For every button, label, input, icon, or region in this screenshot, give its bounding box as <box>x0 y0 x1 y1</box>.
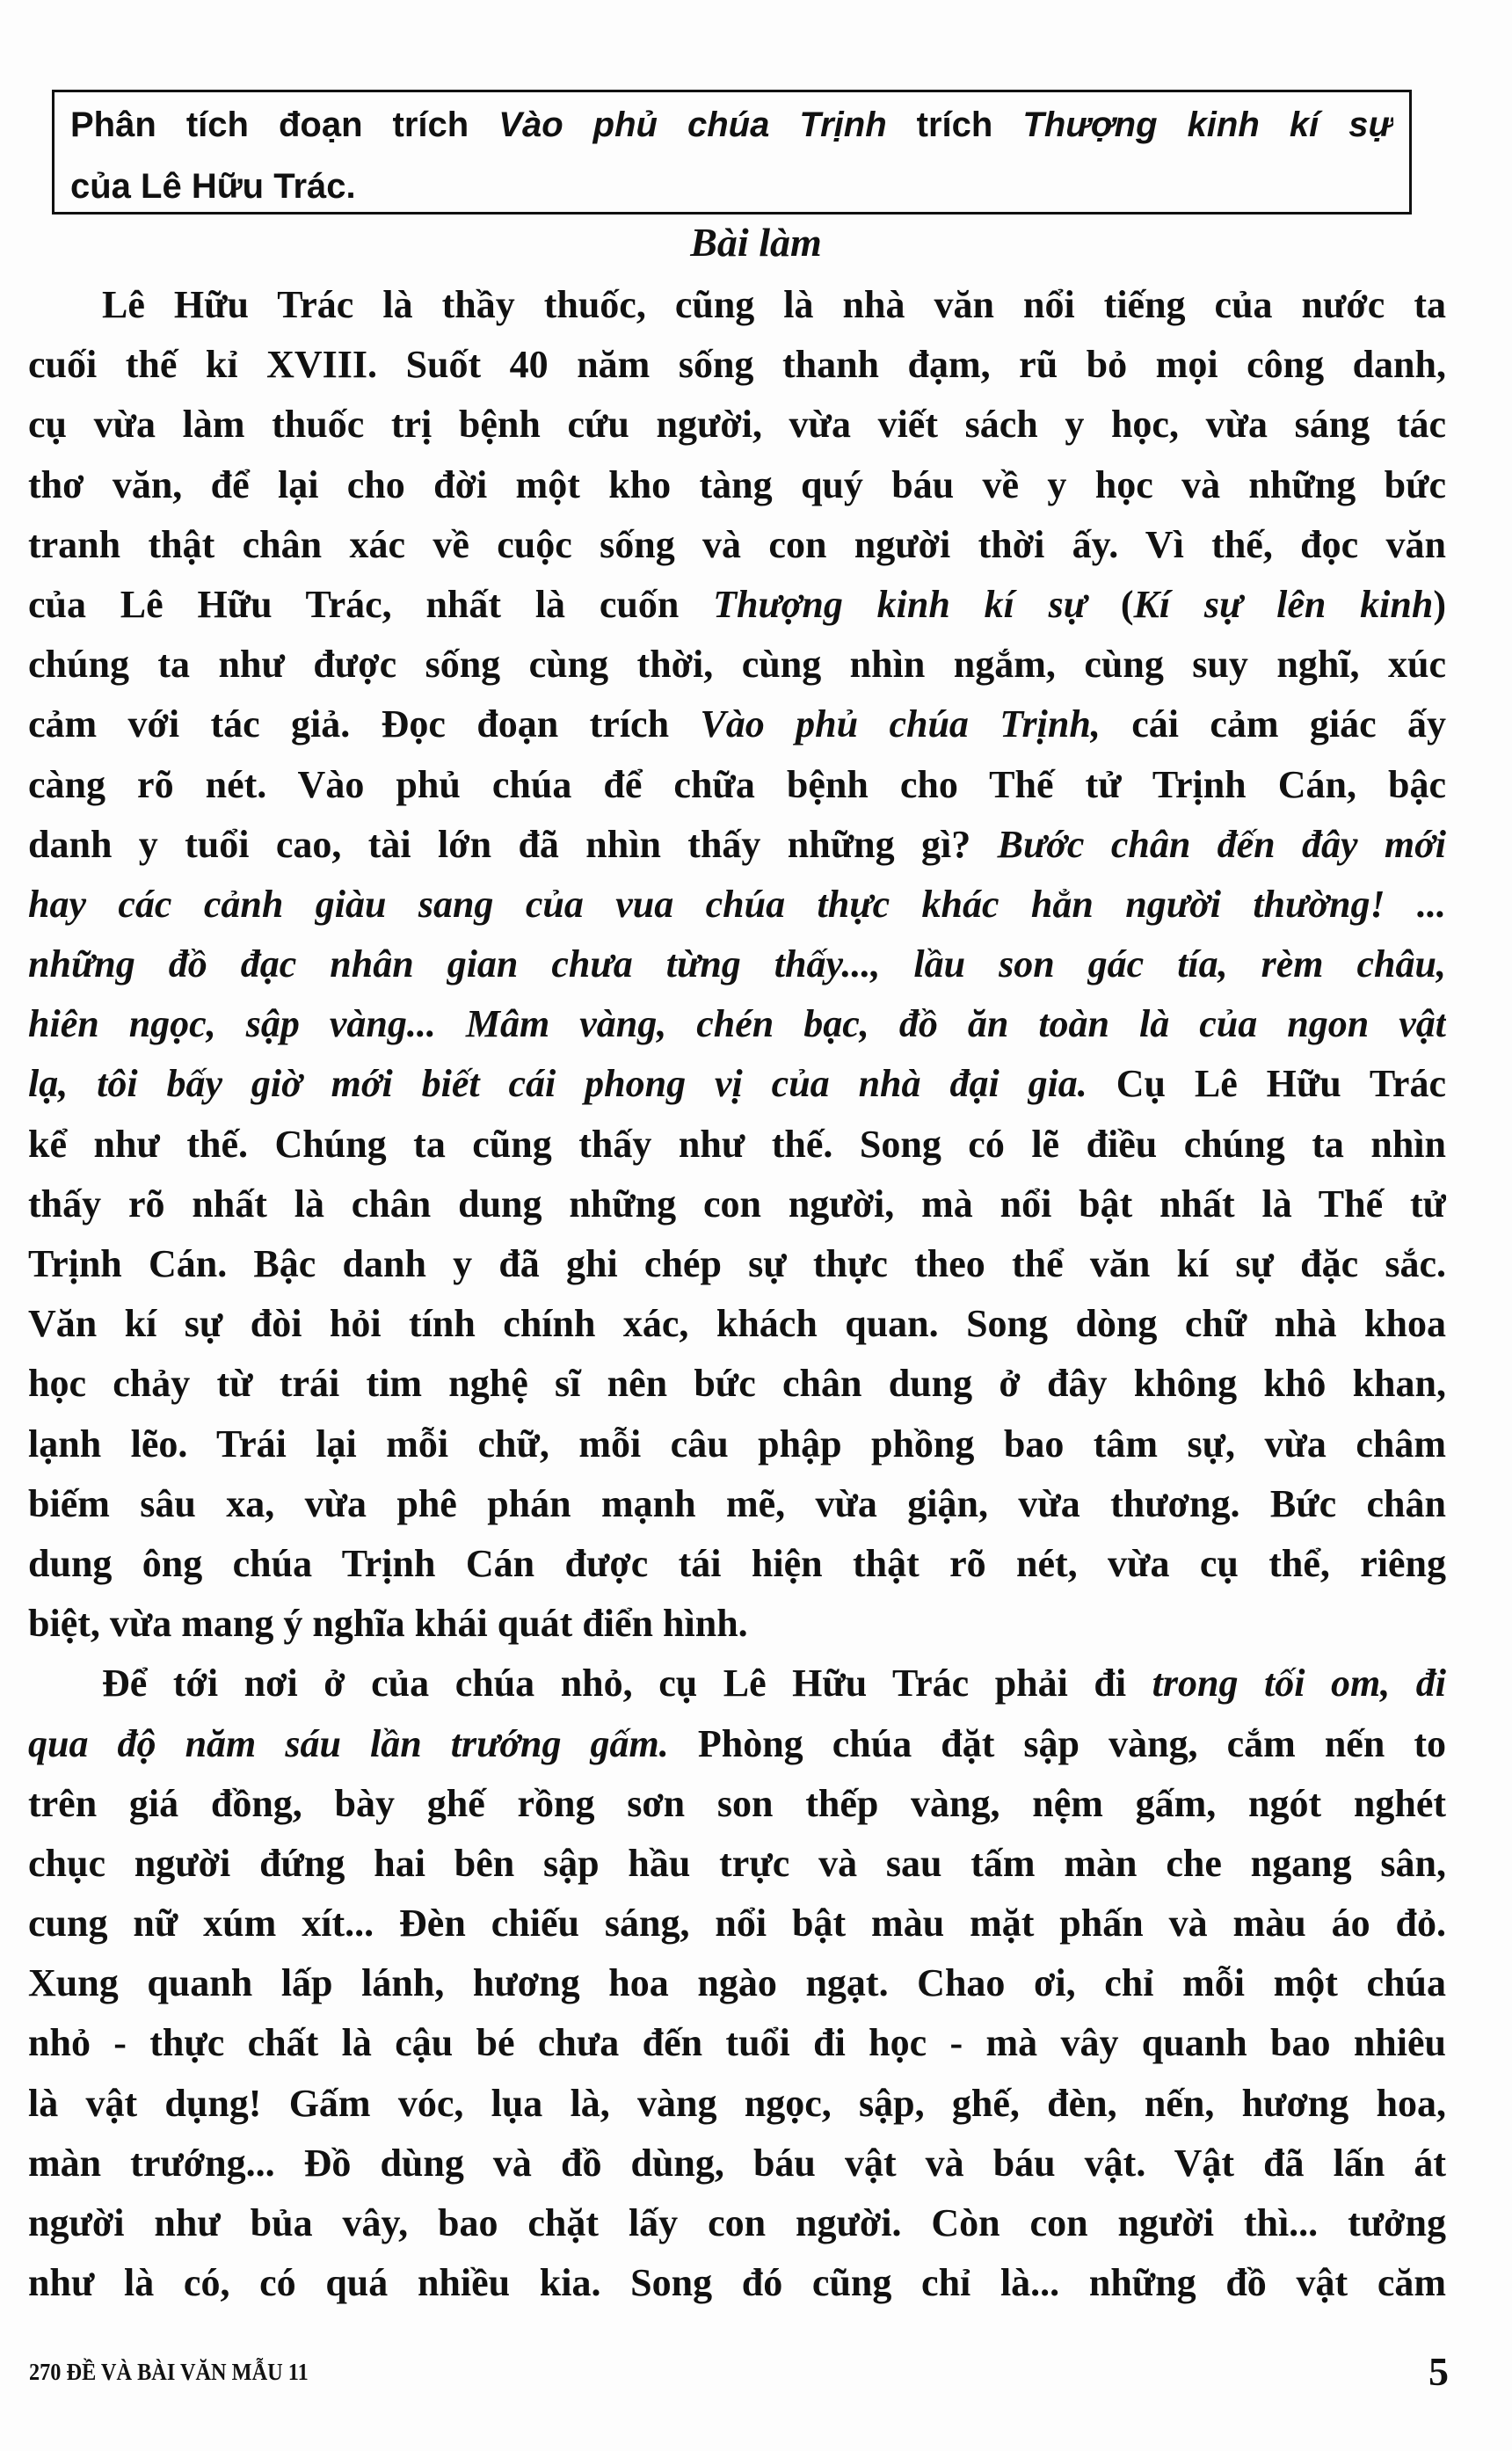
italic-quote-text: hiên ngọc, sập vàng... Mâm vàng, chén bạc, đồ ăn toàn là của ngon vật <box>28 1002 1446 1046</box>
text-line <box>28 2253 1446 2313</box>
text-segment: Trịnh Cán. Bậc danh y đã ghi chép sự thực theo thể văn kí sự đặc sắc. <box>28 1242 1446 1285</box>
italic-quote-text: Vào phủ chúa Trịnh <box>498 105 887 144</box>
page-number: 5 <box>1428 2349 1449 2394</box>
italic-quote-text: Thượng kinh kí sự <box>713 582 1087 626</box>
italic-quote-text: Vào phủ chúa Trịnh, <box>700 702 1101 746</box>
text-segment: kể như thế. Chúng ta cũng thấy như thế. Song có lẽ điều chúng ta nhìn <box>28 1122 1446 1166</box>
text-segment: Xung quanh lấp lánh, hương hoa ngào ngạt. Chao ơi, chỉ mỗi một chúa <box>28 1961 1446 2005</box>
text-line <box>28 1054 1446 1114</box>
italic-quote-text: Kí sự lên kinh <box>1133 582 1434 626</box>
text-segment: trích <box>886 105 1023 144</box>
text-line <box>28 994 1446 1054</box>
text-segment: Cụ Lê Hữu Trác <box>1087 1062 1446 1106</box>
assignment-title-line-1 <box>70 94 1393 156</box>
text-segment: cảm với tác giả. Đọc đoạn trích <box>28 702 701 746</box>
text-segment: cái cảm giác ấy <box>1100 702 1446 746</box>
text-line <box>28 1354 1446 1414</box>
text-line <box>28 1654 1446 1713</box>
text-line <box>28 2013 1446 2073</box>
text-segment: Phân tích đoạn trích <box>70 105 499 144</box>
text-segment: thơ văn, để lại cho đời một kho tàng quý báu về y học và những bức <box>28 462 1446 506</box>
text-line <box>28 1834 1446 1894</box>
section-heading: Bài làm <box>690 220 822 265</box>
text-line <box>28 1234 1446 1294</box>
italic-quote-text: Bước chân đến đây mới <box>997 822 1446 866</box>
text-segment: học chảy từ trái tim nghệ sĩ nên bức chân dung ở đây không khô khan, <box>28 1362 1446 1406</box>
italic-quote-text: qua độ năm sáu lần trướng gấm. <box>28 1721 669 1765</box>
text-line <box>28 755 1446 815</box>
text-line <box>28 695 1446 754</box>
text-segment: biếm sâu xa, vừa phê phán mạnh mẽ, vừa giận, vừa thương. Bức chân <box>28 1481 1446 1525</box>
text-segment: ( <box>1087 582 1134 626</box>
text-segment: Để tới nơi ở của chúa nhỏ, cụ Lê Hữu Trác phải đi <box>102 1662 1152 1706</box>
text-line <box>28 275 1446 335</box>
text-line <box>28 1115 1446 1175</box>
text-segment: biệt, vừa mang ý nghĩa khái quát điển hình. <box>28 1602 748 1646</box>
text-line <box>28 2193 1446 2253</box>
text-line <box>28 1953 1446 2013</box>
text-segment: cung nữ xúm xít... Đèn chiếu sáng, nổi bật màu mặt phấn và màu áo đỏ. <box>28 1902 1446 1946</box>
text-line <box>28 395 1446 455</box>
text-segment: Văn kí sự đòi hỏi tính chính xác, khách quan. Song dòng chữ nhà khoa <box>28 1302 1446 1346</box>
text-line <box>28 2134 1446 2193</box>
text-segment: là vật dụng! Gấm vóc, lụa là, vàng ngọc, sập, ghế, đèn, nến, hương hoa, <box>28 2081 1446 2125</box>
text-segment: như là có, có quá nhiều kia. Song đó cũng chỉ là... những đồ vật căm <box>28 2261 1446 2305</box>
text-line <box>28 1474 1446 1534</box>
text-segment: tranh thật chân xác về cuộc sống và con người thời ấy. Vì thế, đọc văn <box>28 522 1446 566</box>
text-segment: người như bủa vây, bao chặt lấy con người. Còn con người thì... tưởng <box>28 2201 1446 2244</box>
text-line <box>28 875 1446 935</box>
text-line <box>28 335 1446 395</box>
text-segment: cuối thế kỉ XVIII. Suốt 40 năm sống thanh đạm, rũ bỏ mọi công danh, <box>28 343 1446 387</box>
text-segment: chúng ta như được sống cùng thời, cùng nhìn ngắm, cùng suy nghĩ, xúc <box>28 643 1446 687</box>
text-line <box>28 935 1446 994</box>
italic-quote-text: lạ, tôi bấy giờ mới biết cái phong vị của nhà đại gia. <box>28 1062 1087 1106</box>
text-segment: nhỏ - thực chất là cậu bé chưa đến tuổi đi học - mà vây quanh bao nhiêu <box>28 2021 1446 2065</box>
italic-quote-text: Thượng kinh kí sự <box>1022 105 1393 144</box>
text-line <box>28 455 1446 515</box>
italic-quote-text: trong tối om, đi <box>1152 1662 1446 1706</box>
assignment-title-box <box>52 90 1412 215</box>
footer-book-title: 270 ĐỀ VÀ BÀI VĂN MẪU 11 <box>29 2359 309 2385</box>
text-segment: càng rõ nét. Vào phủ chúa để chữa bệnh cho Thế tử Trịnh Cán, bậc <box>28 762 1446 806</box>
text-line <box>28 1594 1446 1654</box>
assignment-title-line-2: của Lê Hữu Trác. <box>70 167 356 206</box>
text-line <box>28 1774 1446 1834</box>
text-line <box>28 1714 1446 1774</box>
text-segment: màn trướng... Đồ dùng và đồ dùng, báu vật và báu vật. Vật đã lấn át <box>28 2141 1446 2185</box>
text-line <box>28 635 1446 695</box>
text-line <box>28 1534 1446 1594</box>
italic-quote-text: hay các cảnh giàu sang của vua chúa thực khác hẳn người thường! ... <box>28 882 1446 926</box>
text-line <box>28 1294 1446 1354</box>
text-segment: cụ vừa làm thuốc trị bệnh cứu người, vừa viết sách y học, vừa sáng tác <box>28 403 1446 447</box>
text-segment: Phòng chúa đặt sập vàng, cắm nến to <box>668 1721 1446 1765</box>
text-segment: chục người đứng hai bên sập hầu trực và sau tấm màn che ngang sân, <box>28 1841 1446 1885</box>
text-segment: danh y tuổi cao, tài lớn đã nhìn thấy những gì? <box>28 822 998 866</box>
text-segment: trên giá đồng, bày ghế rồng sơn son thếp vàng, nệm gấm, ngót nghét <box>28 1781 1446 1825</box>
text-line <box>28 1415 1446 1474</box>
text-segment: lạnh lẽo. Trái lại mỗi chữ, mỗi câu phập phồng bao tâm sự, vừa châm <box>28 1422 1446 1466</box>
text-segment: của Lê Hữu Trác, nhất là cuốn <box>28 582 714 626</box>
text-segment: ) <box>1433 582 1446 626</box>
text-line <box>28 815 1446 875</box>
text-line <box>28 575 1446 635</box>
italic-quote-text: những đồ đạc nhân gian chưa từng thấy..., lầu son gác tía, rèm châu, <box>28 942 1446 986</box>
text-segment: thấy rõ nhất là chân dung những con người, mà nổi bật nhất là Thế tử <box>28 1182 1446 1226</box>
text-line <box>28 1175 1446 1234</box>
text-line <box>28 1894 1446 1953</box>
text-line <box>28 515 1446 575</box>
text-line <box>28 2074 1446 2134</box>
text-segment: Lê Hữu Trác là thầy thuốc, cũng là nhà văn nổi tiếng của nước ta <box>102 283 1446 326</box>
text-segment: dung ông chúa Trịnh Cán được tái hiện thật rõ nét, vừa cụ thể, riêng <box>28 1541 1446 1585</box>
essay-body <box>28 275 1446 2313</box>
